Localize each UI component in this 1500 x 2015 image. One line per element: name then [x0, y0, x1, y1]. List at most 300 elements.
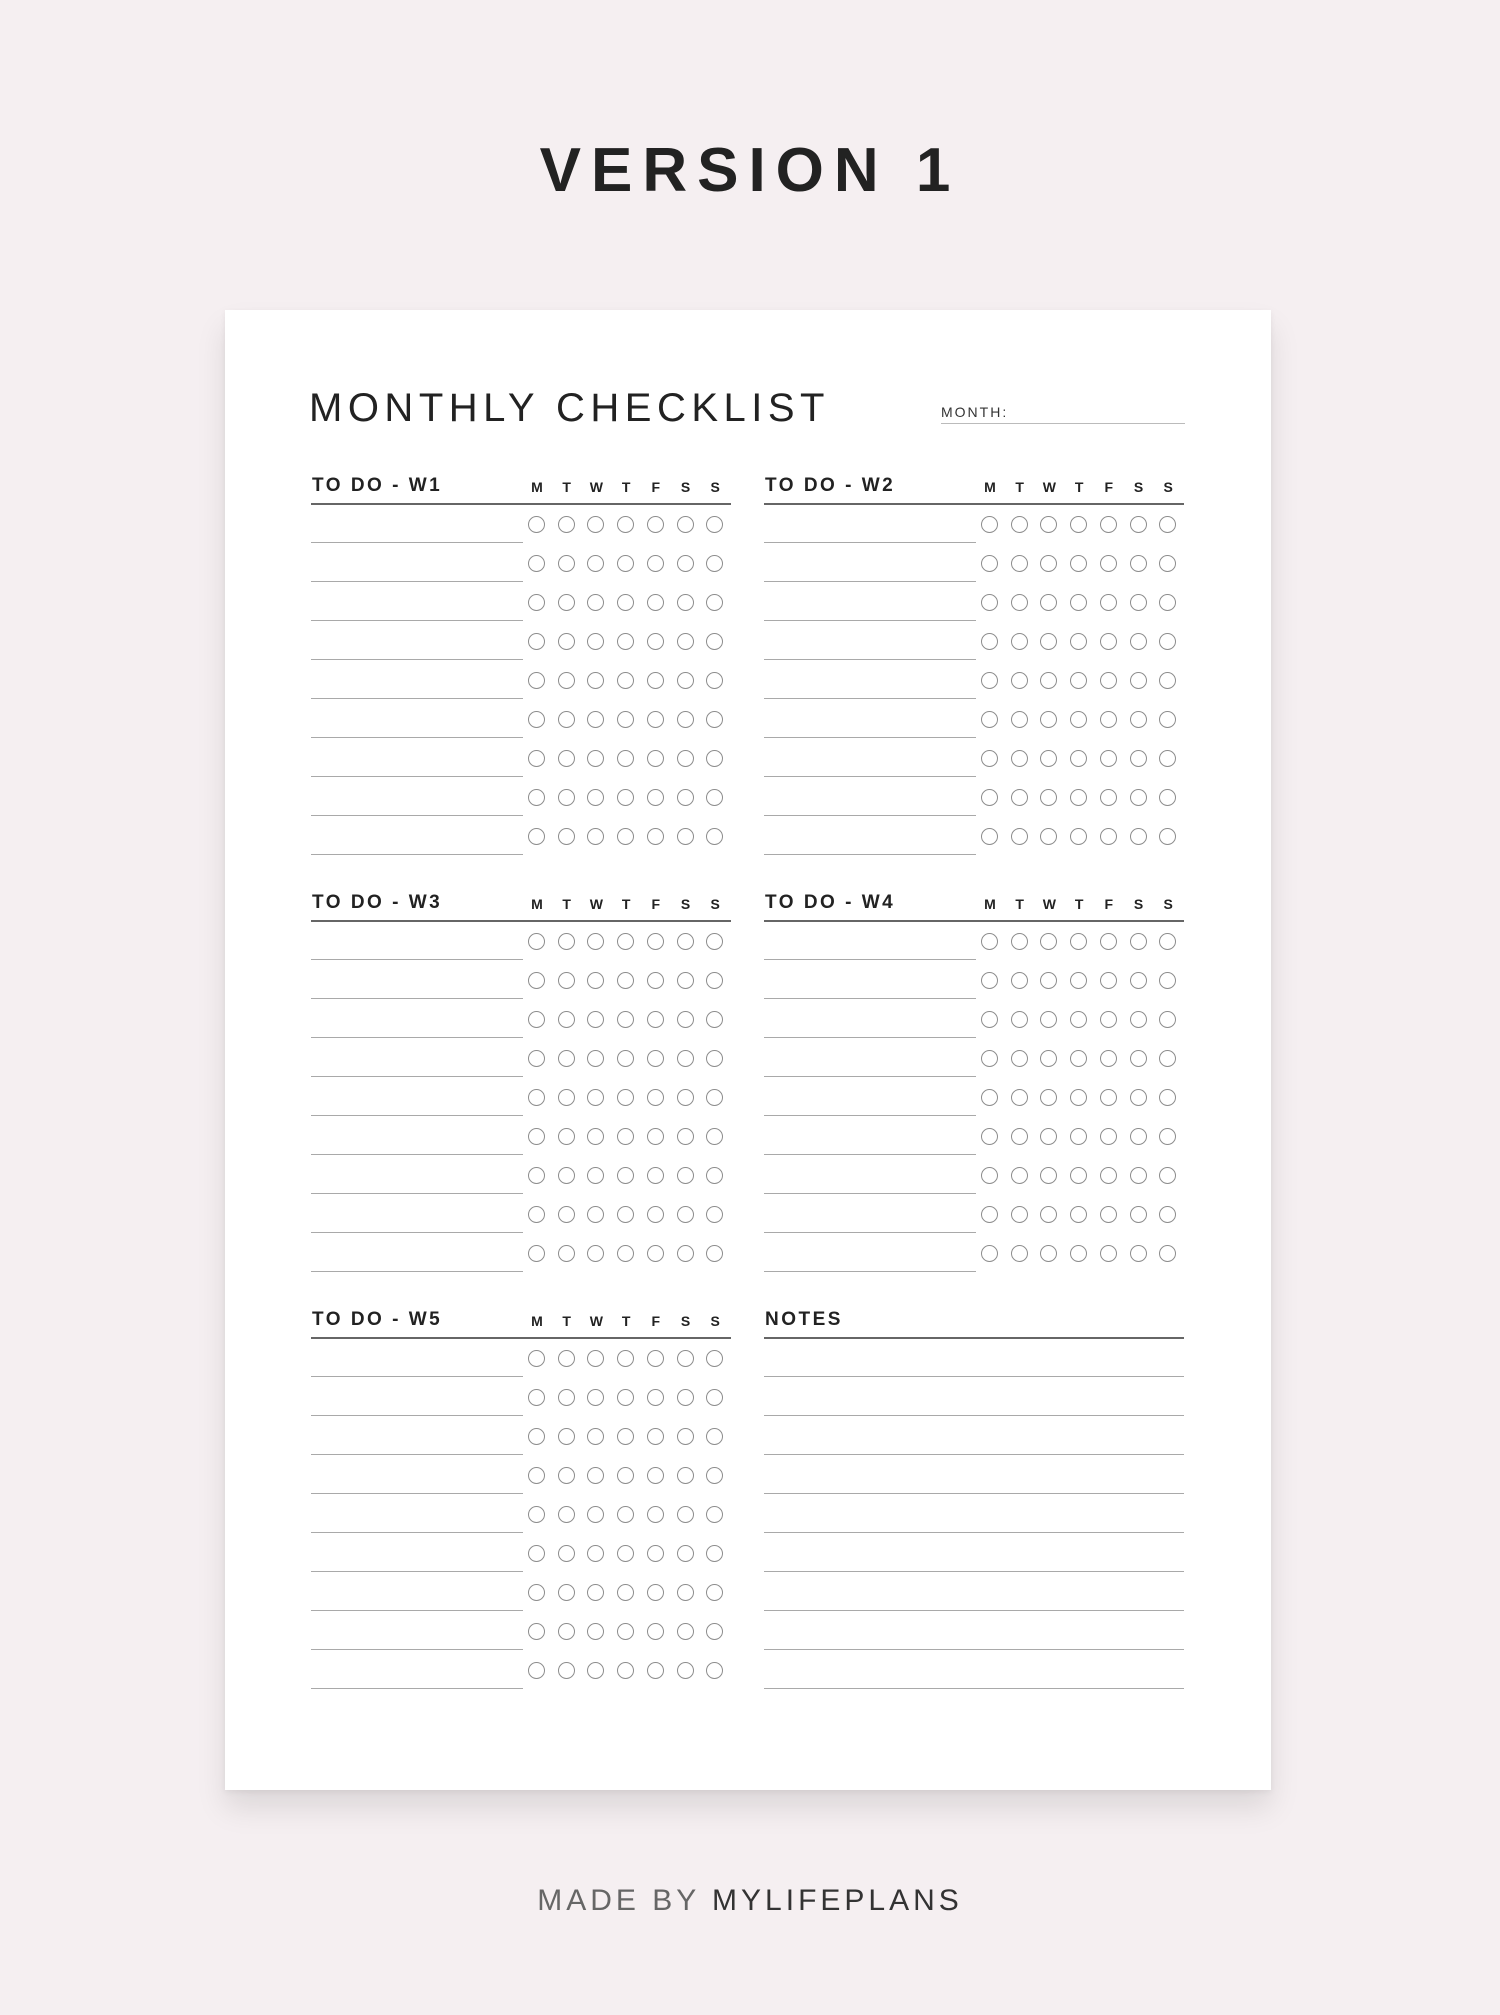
day-checkbox[interactable]: [981, 672, 998, 689]
day-checkbox[interactable]: [647, 1089, 664, 1106]
day-checkbox[interactable]: [558, 633, 575, 650]
day-checkbox[interactable]: [617, 972, 634, 989]
day-checkbox[interactable]: [1130, 1206, 1147, 1223]
day-checkbox[interactable]: [706, 1350, 723, 1367]
day-checkbox[interactable]: [706, 516, 723, 533]
notes-line[interactable]: [764, 1571, 1184, 1572]
day-checkbox[interactable]: [706, 1545, 723, 1562]
day-checkbox[interactable]: [587, 828, 604, 845]
day-checkbox[interactable]: [528, 1245, 545, 1262]
todo-line[interactable]: [311, 1376, 523, 1377]
day-checkbox[interactable]: [617, 1428, 634, 1445]
day-checkbox[interactable]: [558, 1506, 575, 1523]
day-checkbox[interactable]: [706, 711, 723, 728]
day-checkbox[interactable]: [558, 1050, 575, 1067]
day-checkbox[interactable]: [587, 1350, 604, 1367]
day-checkbox[interactable]: [677, 1350, 694, 1367]
day-checkbox[interactable]: [677, 1467, 694, 1484]
todo-line[interactable]: [764, 620, 976, 621]
day-checkbox[interactable]: [647, 1584, 664, 1601]
todo-line[interactable]: [311, 581, 523, 582]
day-checkbox[interactable]: [558, 1089, 575, 1106]
day-checkbox[interactable]: [677, 1389, 694, 1406]
day-checkbox[interactable]: [558, 555, 575, 572]
day-checkbox[interactable]: [1100, 711, 1117, 728]
day-checkbox[interactable]: [1130, 933, 1147, 950]
day-checkbox[interactable]: [1159, 633, 1176, 650]
day-checkbox[interactable]: [706, 1128, 723, 1145]
day-checkbox[interactable]: [617, 1011, 634, 1028]
day-checkbox[interactable]: [558, 1389, 575, 1406]
day-checkbox[interactable]: [677, 1506, 694, 1523]
day-checkbox[interactable]: [706, 555, 723, 572]
day-checkbox[interactable]: [1130, 972, 1147, 989]
notes-line[interactable]: [764, 1415, 1184, 1416]
todo-line[interactable]: [764, 581, 976, 582]
todo-line[interactable]: [311, 659, 523, 660]
day-checkbox[interactable]: [1011, 1128, 1028, 1145]
todo-line[interactable]: [311, 1493, 523, 1494]
day-checkbox[interactable]: [1100, 1089, 1117, 1106]
day-checkbox[interactable]: [1130, 750, 1147, 767]
todo-line[interactable]: [764, 1037, 976, 1038]
day-checkbox[interactable]: [528, 1506, 545, 1523]
day-checkbox[interactable]: [647, 516, 664, 533]
day-checkbox[interactable]: [706, 1662, 723, 1679]
day-checkbox[interactable]: [1040, 711, 1057, 728]
day-checkbox[interactable]: [528, 633, 545, 650]
day-checkbox[interactable]: [1040, 672, 1057, 689]
day-checkbox[interactable]: [617, 933, 634, 950]
day-checkbox[interactable]: [1159, 750, 1176, 767]
day-checkbox[interactable]: [1100, 750, 1117, 767]
day-checkbox[interactable]: [1040, 1245, 1057, 1262]
day-checkbox[interactable]: [1100, 972, 1117, 989]
day-checkbox[interactable]: [677, 933, 694, 950]
day-checkbox[interactable]: [558, 516, 575, 533]
day-checkbox[interactable]: [1070, 828, 1087, 845]
day-checkbox[interactable]: [1011, 555, 1028, 572]
day-checkbox[interactable]: [1100, 789, 1117, 806]
todo-line[interactable]: [764, 776, 976, 777]
day-checkbox[interactable]: [1130, 555, 1147, 572]
day-checkbox[interactable]: [647, 711, 664, 728]
day-checkbox[interactable]: [558, 1545, 575, 1562]
day-checkbox[interactable]: [1011, 750, 1028, 767]
day-checkbox[interactable]: [1100, 1245, 1117, 1262]
notes-line[interactable]: [764, 1493, 1184, 1494]
day-checkbox[interactable]: [617, 711, 634, 728]
day-checkbox[interactable]: [647, 828, 664, 845]
day-checkbox[interactable]: [528, 1050, 545, 1067]
day-checkbox[interactable]: [677, 516, 694, 533]
todo-line[interactable]: [764, 1154, 976, 1155]
day-checkbox[interactable]: [587, 1206, 604, 1223]
day-checkbox[interactable]: [587, 1245, 604, 1262]
day-checkbox[interactable]: [617, 1167, 634, 1184]
day-checkbox[interactable]: [528, 933, 545, 950]
day-checkbox[interactable]: [528, 1011, 545, 1028]
notes-line[interactable]: [764, 1454, 1184, 1455]
day-checkbox[interactable]: [558, 1662, 575, 1679]
day-checkbox[interactable]: [1130, 1128, 1147, 1145]
todo-line[interactable]: [311, 698, 523, 699]
day-checkbox[interactable]: [1011, 1089, 1028, 1106]
day-checkbox[interactable]: [587, 1623, 604, 1640]
day-checkbox[interactable]: [1040, 972, 1057, 989]
todo-line[interactable]: [311, 1649, 523, 1650]
day-checkbox[interactable]: [706, 1167, 723, 1184]
day-checkbox[interactable]: [617, 633, 634, 650]
day-checkbox[interactable]: [677, 828, 694, 845]
day-checkbox[interactable]: [647, 933, 664, 950]
day-checkbox[interactable]: [1130, 1245, 1147, 1262]
day-checkbox[interactable]: [1040, 789, 1057, 806]
day-checkbox[interactable]: [617, 1545, 634, 1562]
day-checkbox[interactable]: [981, 972, 998, 989]
day-checkbox[interactable]: [528, 750, 545, 767]
day-checkbox[interactable]: [1100, 1011, 1117, 1028]
day-checkbox[interactable]: [706, 1623, 723, 1640]
day-checkbox[interactable]: [1070, 711, 1087, 728]
day-checkbox[interactable]: [1159, 933, 1176, 950]
todo-line[interactable]: [764, 815, 976, 816]
day-checkbox[interactable]: [617, 1206, 634, 1223]
day-checkbox[interactable]: [617, 1128, 634, 1145]
day-checkbox[interactable]: [647, 1545, 664, 1562]
todo-line[interactable]: [764, 1232, 976, 1233]
day-checkbox[interactable]: [587, 1545, 604, 1562]
day-checkbox[interactable]: [706, 789, 723, 806]
day-checkbox[interactable]: [558, 789, 575, 806]
day-checkbox[interactable]: [647, 1467, 664, 1484]
day-checkbox[interactable]: [647, 1167, 664, 1184]
day-checkbox[interactable]: [677, 1662, 694, 1679]
day-checkbox[interactable]: [587, 1662, 604, 1679]
day-checkbox[interactable]: [677, 594, 694, 611]
day-checkbox[interactable]: [706, 933, 723, 950]
day-checkbox[interactable]: [647, 789, 664, 806]
day-checkbox[interactable]: [528, 789, 545, 806]
day-checkbox[interactable]: [1159, 1011, 1176, 1028]
day-checkbox[interactable]: [558, 1128, 575, 1145]
day-checkbox[interactable]: [528, 972, 545, 989]
day-checkbox[interactable]: [1040, 828, 1057, 845]
day-checkbox[interactable]: [677, 1545, 694, 1562]
day-checkbox[interactable]: [528, 1584, 545, 1601]
day-checkbox[interactable]: [1070, 750, 1087, 767]
day-checkbox[interactable]: [1100, 633, 1117, 650]
day-checkbox[interactable]: [528, 828, 545, 845]
day-checkbox[interactable]: [1040, 1167, 1057, 1184]
day-checkbox[interactable]: [706, 1584, 723, 1601]
day-checkbox[interactable]: [677, 789, 694, 806]
notes-line[interactable]: [764, 1649, 1184, 1650]
day-checkbox[interactable]: [558, 1245, 575, 1262]
day-checkbox[interactable]: [587, 633, 604, 650]
day-checkbox[interactable]: [1040, 594, 1057, 611]
day-checkbox[interactable]: [706, 972, 723, 989]
day-checkbox[interactable]: [1040, 633, 1057, 650]
day-checkbox[interactable]: [706, 672, 723, 689]
todo-line[interactable]: [311, 1154, 523, 1155]
todo-line[interactable]: [311, 737, 523, 738]
day-checkbox[interactable]: [1130, 1167, 1147, 1184]
day-checkbox[interactable]: [981, 933, 998, 950]
day-checkbox[interactable]: [1159, 594, 1176, 611]
todo-line[interactable]: [311, 1193, 523, 1194]
day-checkbox[interactable]: [706, 1245, 723, 1262]
day-checkbox[interactable]: [647, 672, 664, 689]
day-checkbox[interactable]: [587, 1089, 604, 1106]
day-checkbox[interactable]: [617, 1050, 634, 1067]
day-checkbox[interactable]: [1130, 594, 1147, 611]
todo-line[interactable]: [764, 542, 976, 543]
todo-line[interactable]: [311, 1610, 523, 1611]
todo-line[interactable]: [311, 620, 523, 621]
day-checkbox[interactable]: [617, 1662, 634, 1679]
todo-line[interactable]: [311, 1415, 523, 1416]
todo-line[interactable]: [311, 1037, 523, 1038]
day-checkbox[interactable]: [617, 1506, 634, 1523]
day-checkbox[interactable]: [1159, 1167, 1176, 1184]
todo-line[interactable]: [764, 854, 976, 855]
todo-line[interactable]: [764, 659, 976, 660]
todo-line[interactable]: [764, 1271, 976, 1272]
day-checkbox[interactable]: [647, 750, 664, 767]
day-checkbox[interactable]: [981, 828, 998, 845]
day-checkbox[interactable]: [647, 1506, 664, 1523]
day-checkbox[interactable]: [1070, 933, 1087, 950]
day-checkbox[interactable]: [647, 1662, 664, 1679]
notes-line[interactable]: [764, 1532, 1184, 1533]
day-checkbox[interactable]: [677, 1011, 694, 1028]
day-checkbox[interactable]: [617, 1350, 634, 1367]
day-checkbox[interactable]: [1040, 750, 1057, 767]
day-checkbox[interactable]: [981, 516, 998, 533]
day-checkbox[interactable]: [1130, 711, 1147, 728]
day-checkbox[interactable]: [587, 1389, 604, 1406]
day-checkbox[interactable]: [1070, 1011, 1087, 1028]
day-checkbox[interactable]: [981, 789, 998, 806]
day-checkbox[interactable]: [677, 1167, 694, 1184]
day-checkbox[interactable]: [528, 594, 545, 611]
day-checkbox[interactable]: [528, 1662, 545, 1679]
todo-line[interactable]: [764, 1115, 976, 1116]
day-checkbox[interactable]: [1130, 672, 1147, 689]
day-checkbox[interactable]: [677, 1128, 694, 1145]
day-checkbox[interactable]: [587, 750, 604, 767]
todo-line[interactable]: [764, 998, 976, 999]
day-checkbox[interactable]: [706, 1206, 723, 1223]
day-checkbox[interactable]: [1011, 1167, 1028, 1184]
day-checkbox[interactable]: [1100, 1167, 1117, 1184]
todo-line[interactable]: [764, 1076, 976, 1077]
day-checkbox[interactable]: [617, 594, 634, 611]
day-checkbox[interactable]: [1070, 516, 1087, 533]
day-checkbox[interactable]: [558, 933, 575, 950]
day-checkbox[interactable]: [1011, 828, 1028, 845]
day-checkbox[interactable]: [528, 1167, 545, 1184]
day-checkbox[interactable]: [1011, 1245, 1028, 1262]
todo-line[interactable]: [311, 1454, 523, 1455]
day-checkbox[interactable]: [706, 750, 723, 767]
day-checkbox[interactable]: [1070, 672, 1087, 689]
day-checkbox[interactable]: [1159, 828, 1176, 845]
day-checkbox[interactable]: [1159, 1128, 1176, 1145]
day-checkbox[interactable]: [617, 828, 634, 845]
todo-line[interactable]: [311, 854, 523, 855]
day-checkbox[interactable]: [647, 1245, 664, 1262]
day-checkbox[interactable]: [647, 633, 664, 650]
day-checkbox[interactable]: [677, 750, 694, 767]
day-checkbox[interactable]: [528, 1428, 545, 1445]
notes-line[interactable]: [764, 1376, 1184, 1377]
day-checkbox[interactable]: [647, 1206, 664, 1223]
day-checkbox[interactable]: [1159, 1050, 1176, 1067]
notes-line[interactable]: [764, 1610, 1184, 1611]
day-checkbox[interactable]: [528, 1467, 545, 1484]
day-checkbox[interactable]: [1040, 1128, 1057, 1145]
day-checkbox[interactable]: [617, 1467, 634, 1484]
day-checkbox[interactable]: [1070, 633, 1087, 650]
day-checkbox[interactable]: [706, 1506, 723, 1523]
day-checkbox[interactable]: [1130, 828, 1147, 845]
todo-line[interactable]: [764, 1193, 976, 1194]
day-checkbox[interactable]: [647, 594, 664, 611]
day-checkbox[interactable]: [1011, 1206, 1028, 1223]
day-checkbox[interactable]: [706, 828, 723, 845]
day-checkbox[interactable]: [528, 555, 545, 572]
day-checkbox[interactable]: [558, 972, 575, 989]
day-checkbox[interactable]: [1011, 516, 1028, 533]
day-checkbox[interactable]: [617, 750, 634, 767]
todo-line[interactable]: [764, 959, 976, 960]
day-checkbox[interactable]: [1040, 516, 1057, 533]
day-checkbox[interactable]: [981, 1050, 998, 1067]
day-checkbox[interactable]: [1070, 1206, 1087, 1223]
day-checkbox[interactable]: [677, 1623, 694, 1640]
day-checkbox[interactable]: [587, 1467, 604, 1484]
day-checkbox[interactable]: [528, 516, 545, 533]
day-checkbox[interactable]: [1040, 1011, 1057, 1028]
todo-line[interactable]: [311, 815, 523, 816]
day-checkbox[interactable]: [647, 555, 664, 572]
day-checkbox[interactable]: [587, 972, 604, 989]
day-checkbox[interactable]: [558, 1167, 575, 1184]
notes-line[interactable]: [764, 1688, 1184, 1689]
day-checkbox[interactable]: [1130, 1050, 1147, 1067]
todo-line[interactable]: [764, 737, 976, 738]
day-checkbox[interactable]: [981, 1167, 998, 1184]
todo-line[interactable]: [311, 1532, 523, 1533]
day-checkbox[interactable]: [647, 1623, 664, 1640]
day-checkbox[interactable]: [1130, 1011, 1147, 1028]
day-checkbox[interactable]: [1159, 789, 1176, 806]
day-checkbox[interactable]: [617, 1389, 634, 1406]
day-checkbox[interactable]: [1011, 1011, 1028, 1028]
day-checkbox[interactable]: [647, 1011, 664, 1028]
day-checkbox[interactable]: [528, 1206, 545, 1223]
day-checkbox[interactable]: [558, 1206, 575, 1223]
day-checkbox[interactable]: [558, 1623, 575, 1640]
day-checkbox[interactable]: [587, 789, 604, 806]
day-checkbox[interactable]: [617, 1245, 634, 1262]
day-checkbox[interactable]: [706, 1011, 723, 1028]
day-checkbox[interactable]: [617, 1623, 634, 1640]
day-checkbox[interactable]: [528, 672, 545, 689]
month-field[interactable]: [941, 404, 1185, 424]
day-checkbox[interactable]: [587, 1011, 604, 1028]
day-checkbox[interactable]: [587, 1584, 604, 1601]
day-checkbox[interactable]: [558, 672, 575, 689]
day-checkbox[interactable]: [558, 1467, 575, 1484]
day-checkbox[interactable]: [1070, 555, 1087, 572]
day-checkbox[interactable]: [1011, 789, 1028, 806]
day-checkbox[interactable]: [647, 1128, 664, 1145]
todo-line[interactable]: [311, 776, 523, 777]
day-checkbox[interactable]: [677, 711, 694, 728]
day-checkbox[interactable]: [677, 1428, 694, 1445]
day-checkbox[interactable]: [706, 1428, 723, 1445]
day-checkbox[interactable]: [706, 1389, 723, 1406]
todo-line[interactable]: [311, 1571, 523, 1572]
todo-line[interactable]: [311, 998, 523, 999]
day-checkbox[interactable]: [647, 1389, 664, 1406]
todo-line[interactable]: [311, 959, 523, 960]
day-checkbox[interactable]: [1011, 933, 1028, 950]
day-checkbox[interactable]: [677, 633, 694, 650]
day-checkbox[interactable]: [1011, 1050, 1028, 1067]
day-checkbox[interactable]: [587, 711, 604, 728]
day-checkbox[interactable]: [617, 672, 634, 689]
day-checkbox[interactable]: [558, 711, 575, 728]
day-checkbox[interactable]: [558, 1584, 575, 1601]
day-checkbox[interactable]: [1070, 1050, 1087, 1067]
day-checkbox[interactable]: [981, 1011, 998, 1028]
day-checkbox[interactable]: [677, 1206, 694, 1223]
day-checkbox[interactable]: [981, 711, 998, 728]
day-checkbox[interactable]: [528, 1128, 545, 1145]
day-checkbox[interactable]: [1159, 972, 1176, 989]
day-checkbox[interactable]: [706, 633, 723, 650]
day-checkbox[interactable]: [706, 1050, 723, 1067]
day-checkbox[interactable]: [558, 594, 575, 611]
day-checkbox[interactable]: [1159, 516, 1176, 533]
day-checkbox[interactable]: [528, 1623, 545, 1640]
day-checkbox[interactable]: [1040, 1050, 1057, 1067]
day-checkbox[interactable]: [647, 1428, 664, 1445]
day-checkbox[interactable]: [677, 972, 694, 989]
day-checkbox[interactable]: [1100, 1128, 1117, 1145]
day-checkbox[interactable]: [1100, 672, 1117, 689]
day-checkbox[interactable]: [587, 933, 604, 950]
day-checkbox[interactable]: [1070, 1245, 1087, 1262]
todo-line[interactable]: [311, 1688, 523, 1689]
day-checkbox[interactable]: [558, 1350, 575, 1367]
day-checkbox[interactable]: [1070, 1128, 1087, 1145]
day-checkbox[interactable]: [647, 1050, 664, 1067]
day-checkbox[interactable]: [981, 1245, 998, 1262]
todo-line[interactable]: [311, 1076, 523, 1077]
day-checkbox[interactable]: [558, 828, 575, 845]
day-checkbox[interactable]: [558, 1011, 575, 1028]
day-checkbox[interactable]: [981, 1206, 998, 1223]
day-checkbox[interactable]: [587, 1506, 604, 1523]
day-checkbox[interactable]: [981, 633, 998, 650]
day-checkbox[interactable]: [1011, 711, 1028, 728]
day-checkbox[interactable]: [1100, 828, 1117, 845]
